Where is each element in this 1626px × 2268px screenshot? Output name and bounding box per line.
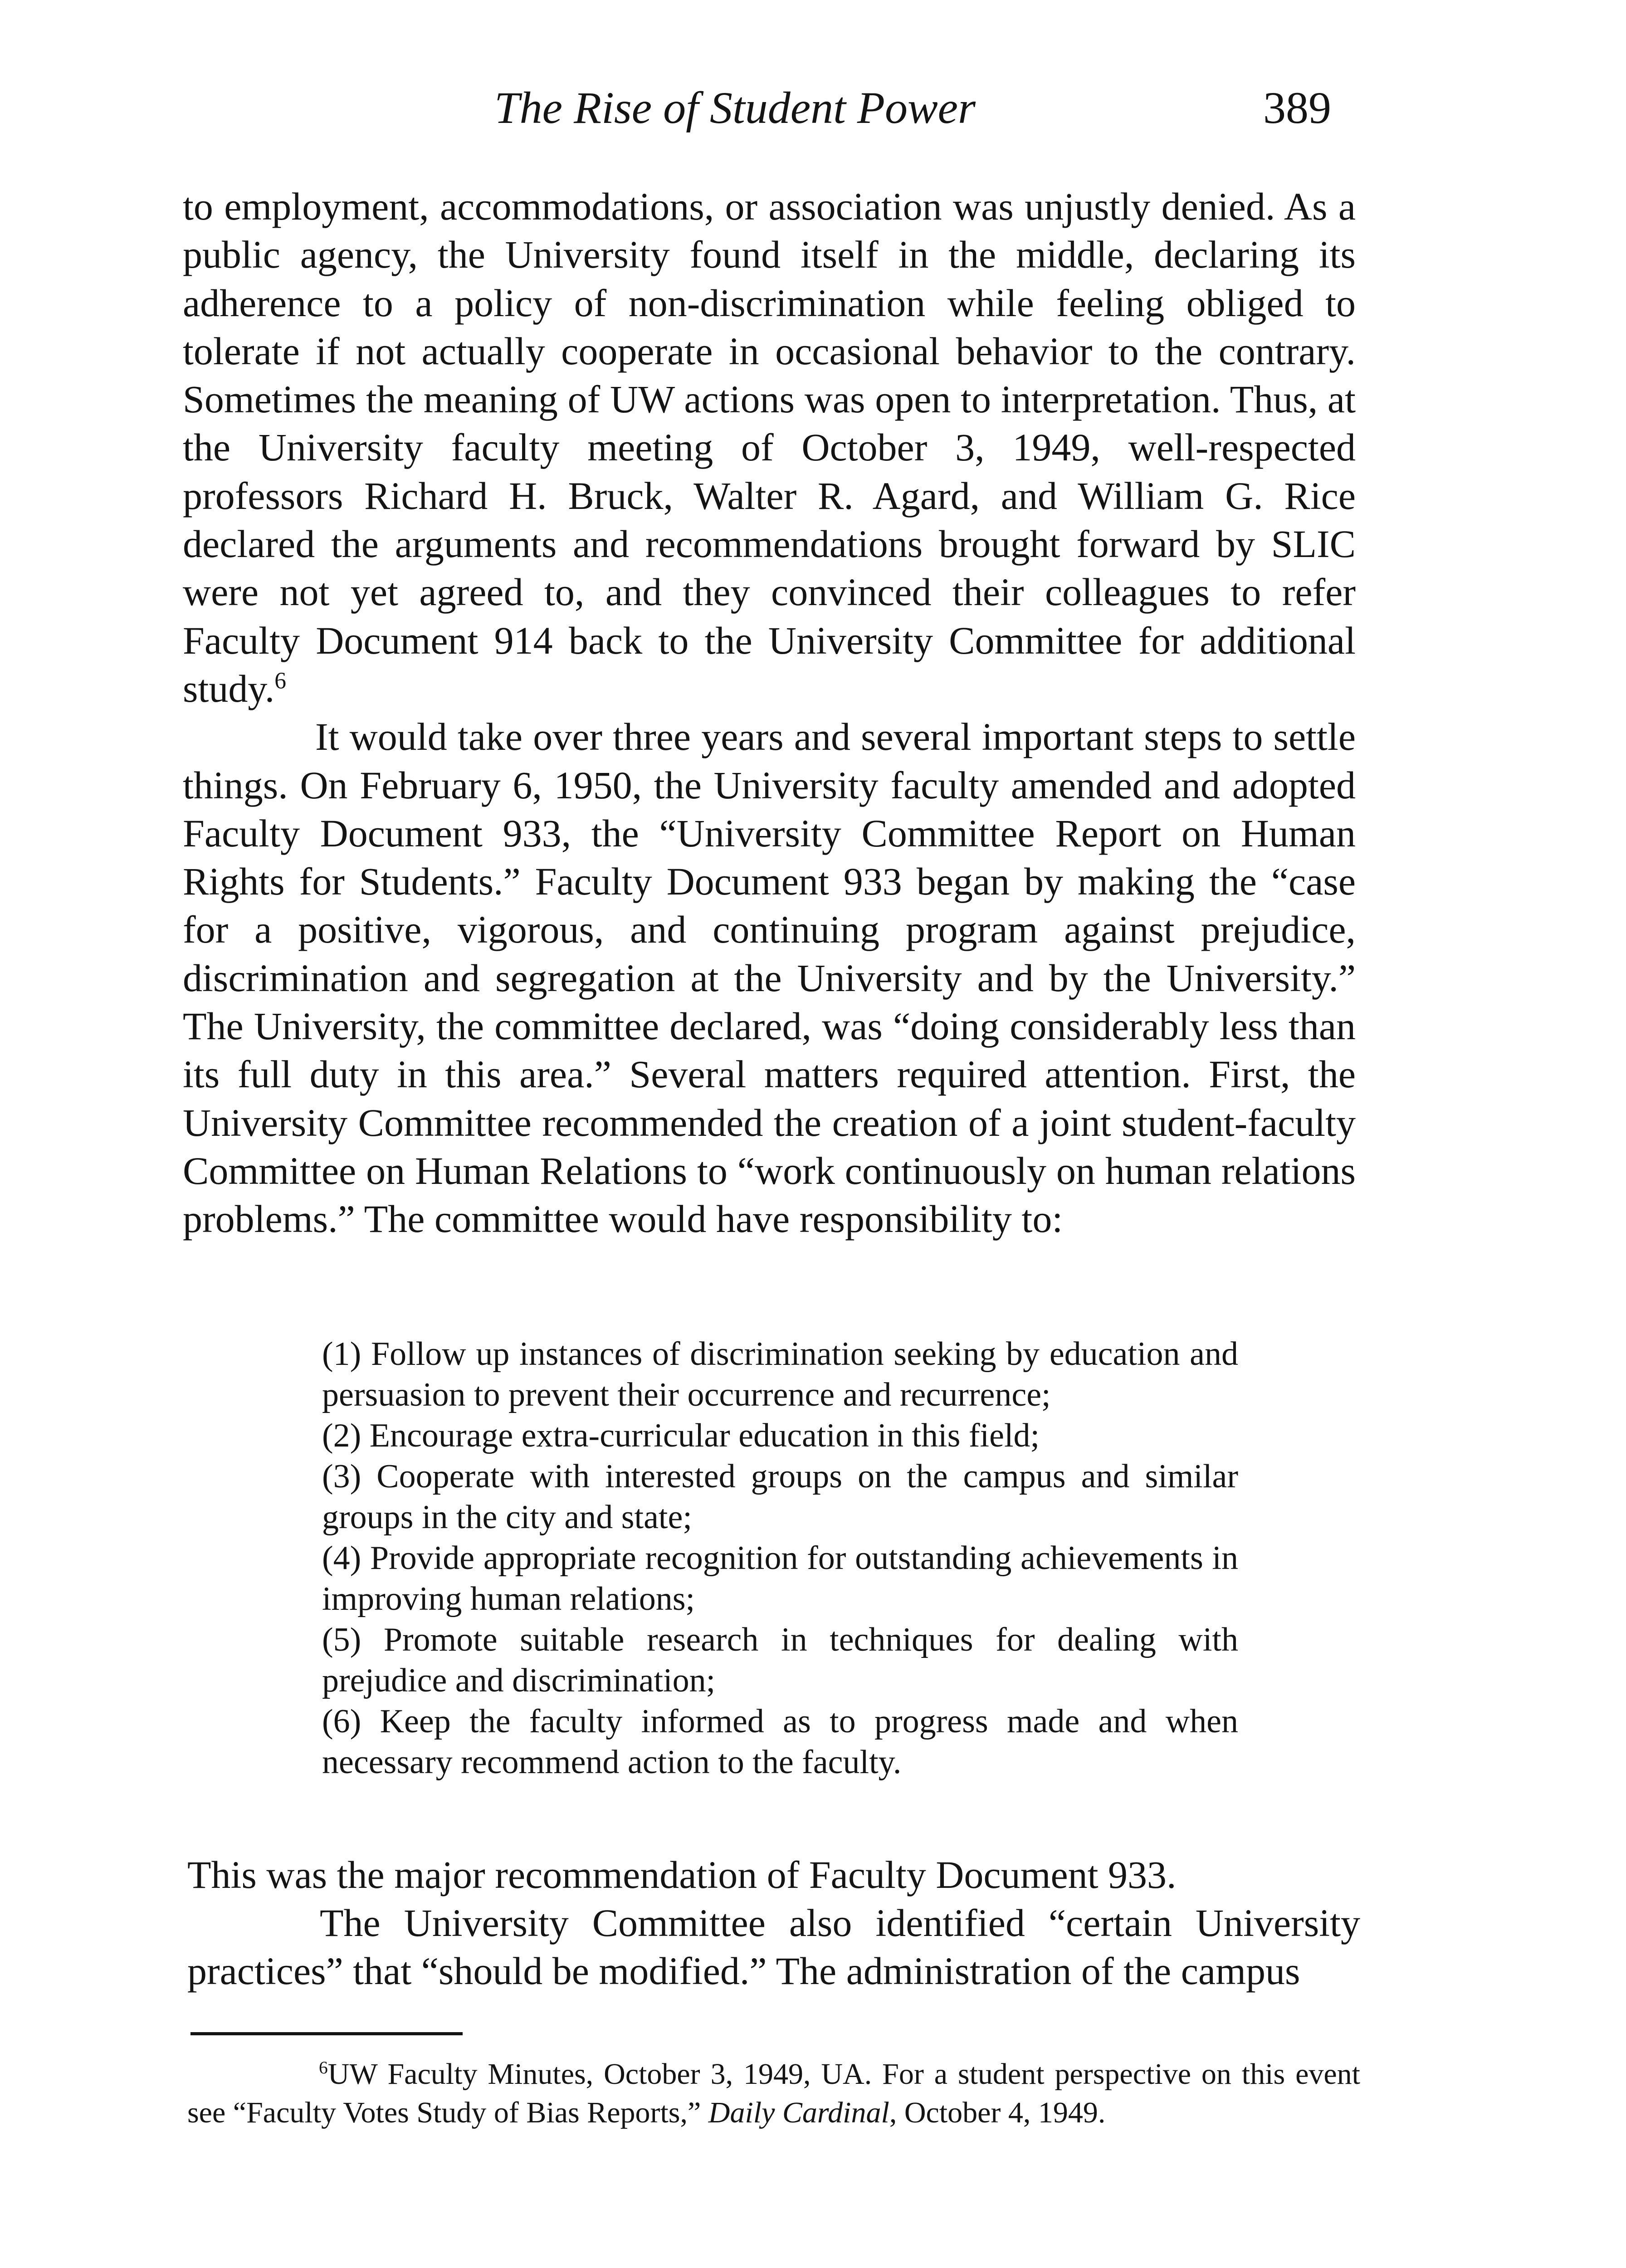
block-quote-list (322, 1334, 1238, 1783)
paragraph-2: It would take over three years and several important steps to settle things. On February 6, 1950, the University faculty amended and adopted Faculty Document 933, the “University Committee Report on Human Rights for Students.” Faculty Document 933 began by making the “case for a positive, vigorous, and continuing program against prejudice, discrimination and segregation at the University and by the University.” The University, the committee declared, was “doing considerably less than its full duty in this area.” Several matters required attention. First, the University Committee recommended the creation of a joint student-faculty Committee on Human Relations to “work continuously on human relations problems.” The committee would have responsibility to: (183, 715, 1356, 1241)
footnote-text-start: UW Faculty Minutes, October 3, 1949, UA. For a student perspective on this event see “Faculty Votes Study of Bias Reports,” (187, 2058, 1360, 2129)
page-number: 389 (1263, 83, 1331, 133)
quote-item-1: (1) Follow up instances of discrimination seeking by education and persuasion to prevent their occurrence and recurrence; (322, 1335, 1238, 1413)
footnote-publication: Daily Cardinal (708, 2096, 889, 2129)
footnote-reference-6: 6 (274, 668, 287, 694)
footnote-marker: 6 (319, 2058, 328, 2077)
paragraph-1 (183, 182, 1356, 713)
running-head-title: The Rise of Student Power (494, 83, 976, 133)
footnotes (187, 2055, 1360, 2132)
main-text (183, 182, 1356, 1243)
quote-item-6: (6) Keep the faculty informed as to progress made and when necessary recommend action to the faculty. (322, 1703, 1238, 1781)
quote-item-3: (3) Cooperate with interested groups on the campus and similar groups in the city and state; (322, 1458, 1238, 1536)
paragraph-3: This was the major recommendation of Faculty Document 933. (187, 1853, 1177, 1897)
paragraph-1-text: to employment, accommodations, or association was unjustly denied. As a public agency, the University found itself in the middle, declaring its adherence to a policy of non-discrimination while feeling obliged to tolerate if not actually cooperate in occasional behavior to the contrary. Sometimes the meaning of UW actions was open to interpretation. Thus, at the University faculty meeting of October 3, 1949, well-respected professors Richard H. Bruck, Walter R. Agard, and William G. Rice declared the arguments and recommendations brought forward by SLIC were not yet agreed to, and they convinced their colleagues to refer Faculty Document 914 back to the University Committee for additional study. (183, 185, 1356, 710)
paragraph-4: The University Committee also identified “certain University practices” that “should be modified.” The administration of the campus (187, 1901, 1360, 1993)
quote-item-2: (2) Encourage extra-curricular education in this field; (322, 1417, 1040, 1454)
footnote-6 (187, 2055, 1360, 2132)
continuation-text (187, 1851, 1360, 1995)
quote-item-4: (4) Provide appropriate recognition for outstanding achievements in improving human relations; (322, 1540, 1238, 1618)
footnote-text-end: , October 4, 1949. (889, 2096, 1106, 2129)
footnote-divider (190, 2032, 463, 2035)
quote-item-5: (5) Promote suitable research in techniques for dealing with prejudice and discrimination; (322, 1621, 1238, 1699)
